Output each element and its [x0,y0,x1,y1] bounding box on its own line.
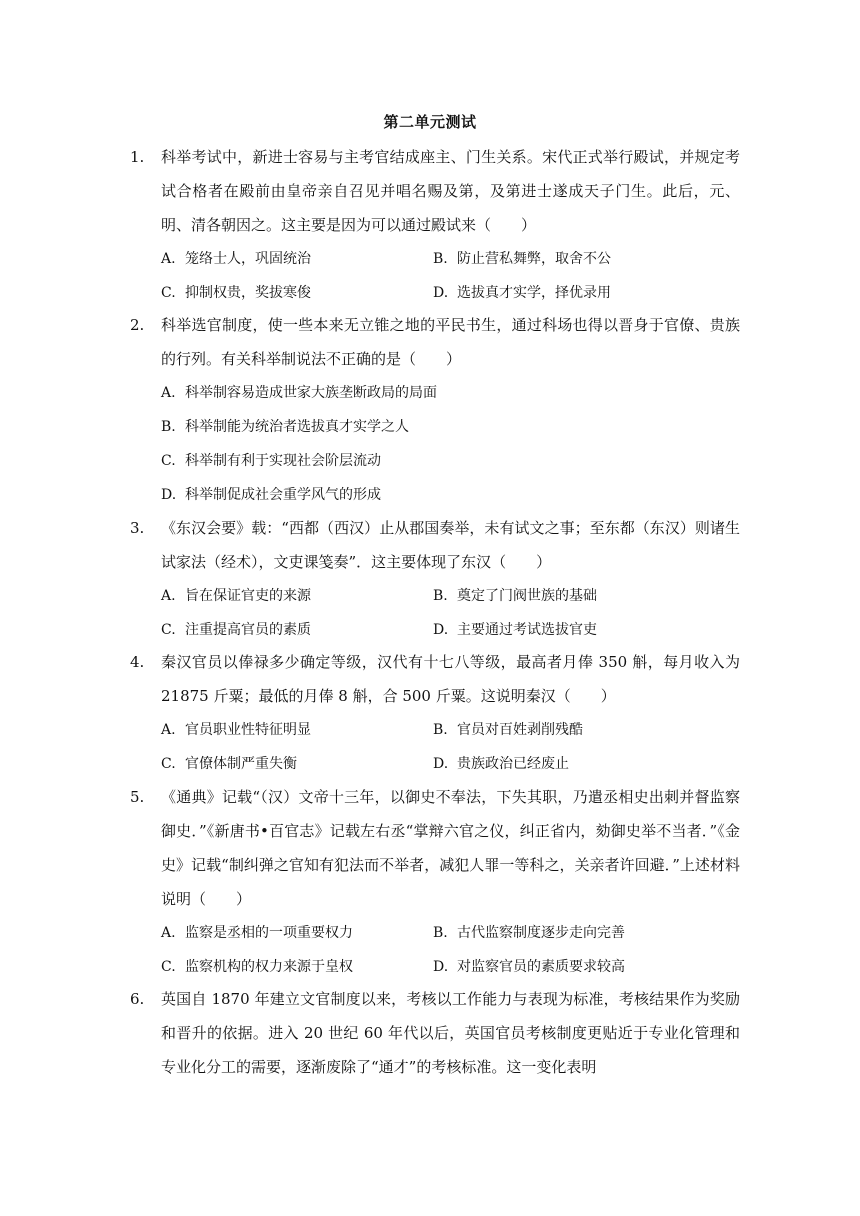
options [161,916,740,984]
question-number: 1. [130,148,145,166]
question-stem: 科举选官制度，使一些本来无立锥之地的平民书生，通过科场也得以晋身于官僚、贵族的行列。有关科举制说法不正确的是（ ） [161,316,740,368]
question-2 [130,308,740,512]
option-b: B. 防止营私舞弊，取舍不公 [433,251,611,267]
question-number: 6. [130,990,145,1008]
option-c: C. 抑制权贵，奖拔寒俊 [161,285,311,301]
question-6 [130,982,740,1084]
option-b: B. 奠定了门阀世族的基础 [433,588,597,604]
question-number: 2. [130,316,145,334]
option-a: A. 旨在保证官吏的来源 [161,588,311,604]
option-b: B. 官员对百姓剥削残酷 [433,722,583,738]
option-a: A. 笼络士人，巩固统治 [161,251,311,267]
question-4 [130,645,740,781]
options [161,376,740,512]
option-a: A. 科举制容易造成世家大族垄断政局的局面 [161,385,437,401]
option-c: C. 监察机构的权力来源于皇权 [161,959,353,975]
question-stem: 英国自 1870 年建立文官制度以来，考核以工作能力与表现为标准，考核结果作为奖励和晋升的依据。进入 20 世纪 60 年代以后，英国官员考核制度更贴近于专业化管理和专业化分工的需要，逐渐废除了“通才”的考核标准。这一变化表明 [161,990,740,1076]
option-d: D. 贵族政治已经废止 [433,756,569,772]
question-stem: 秦汉官员以俸禄多少确定等级，汉代有十七八等级，最高者月俸 350 斛，每月收入为21875 斤粟；最低的月俸 8 斛，合 500 斤粟。这说明秦汉（ ） [161,653,740,705]
option-c: C. 官僚体制严重失衡 [161,756,297,772]
option-c: C. 注重提高官员的素质 [161,622,311,638]
option-d: D. 对监察官员的素质要求较高 [433,959,625,975]
page-title: 第二单元测试 [383,113,477,131]
options [161,242,740,310]
option-d: D. 主要通过考试选拔官吏 [433,622,597,638]
question-number: 4. [130,653,145,671]
option-d: D. 选拔真才实学，择优录用 [433,285,611,301]
question-stem: 《东汉会要》载：“西都（西汉）止从郡国奏举，未有试文之事；至东都（东汉）则诸生试家法（经术），文吏课笺奏”．这主要体现了东汉（ ） [161,519,740,571]
option-c: C. 科举制有利于实现社会阶层流动 [161,453,381,469]
question-5 [130,780,740,984]
question-number: 3. [130,519,145,537]
option-a: A. 官员职业性特征明显 [161,722,311,738]
options [161,713,740,781]
question-stem: 科举考试中，新进士容易与主考官结成座主、门生关系。宋代正式举行殿试，并规定考试合格者在殿前由皇帝亲自召见并唱名赐及第，及第进士遂成天子门生。此后，元、明、清各朝因之。这主要是因为可以通过殿试来（ ） [161,148,740,234]
options [161,579,740,647]
question-1 [130,140,740,310]
question-stem: 《通典》记载“（汉）文帝十三年，以御史不奉法，下失其职，乃遣丞相史出刺并督监察御史．”《新唐书•百官志》记载左右丞“掌辩六官之仪，纠正省内，劾御史举不当者．”《金史》记载“制纠弹之官知有犯法而不举者，减犯人罪一等科之，关亲者许回避．”上述材料说明（ ） [161,788,740,908]
option-d: D. 科举制促成社会重学风气的形成 [161,487,381,503]
question-number: 5. [130,788,145,806]
option-b: B. 古代监察制度逐步走向完善 [433,925,625,941]
option-a: A. 监察是丞相的一项重要权力 [161,925,353,941]
question-3 [130,511,740,647]
option-b: B. 科举制能为统治者选拔真才实学之人 [161,419,409,435]
